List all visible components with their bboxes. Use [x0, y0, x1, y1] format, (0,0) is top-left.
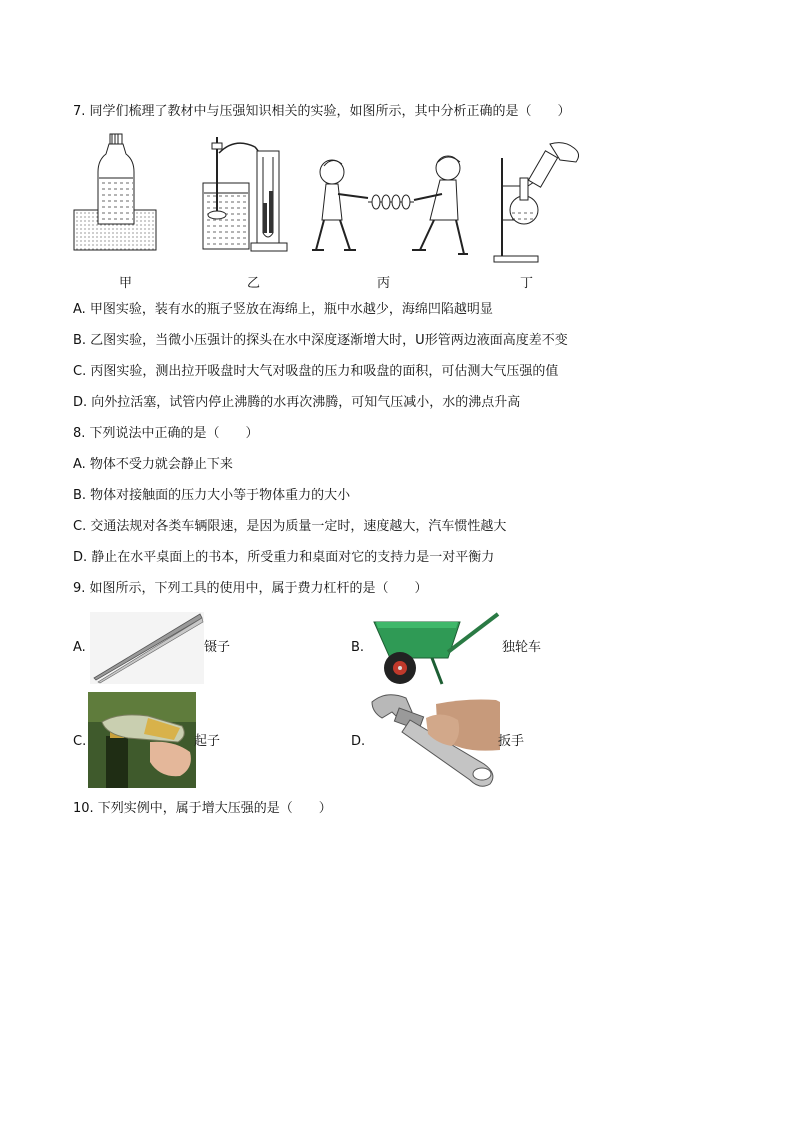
- pressure-gauge-figure: [195, 133, 295, 255]
- figure-caption-bing: 丙: [377, 276, 391, 291]
- question-8-stem: 8. 下列说法中正确的是（ ）: [73, 426, 259, 441]
- question-10-stem: 10. 下列实例中，属于增大压强的是（ ）: [73, 801, 332, 816]
- boiling-water-syringe-figure: [488, 138, 588, 264]
- question-9-stem: 9. 如图所示，下列工具的使用中，属于费力杠杆的是（ ）: [73, 581, 428, 596]
- figure-caption-yi: 乙: [247, 276, 261, 291]
- figure-caption-ding: 丁: [520, 276, 534, 291]
- wrench-image: [366, 690, 500, 790]
- tool-name-bottle-opener: 起子: [194, 734, 221, 749]
- question-7-option-d: D. 向外拉活塞，试管内停止沸腾的水再次沸腾，可知气压减小，水的沸点升高: [73, 395, 521, 410]
- question-9-letter-a: A.: [73, 640, 86, 655]
- tool-name-tweezers: 镊子: [204, 640, 231, 655]
- question-8-option-a: A. 物体不受力就会静止下来: [73, 457, 233, 472]
- question-8-option-c: C. 交通法规对各类车辆限速，是因为质量一定时，速度越大，汽车惯性越大: [73, 519, 507, 534]
- question-7-option-a: A. 甲图实验，装有水的瓶子竖放在海绵上，瓶中水越少，海绵凹陷越明显: [73, 302, 493, 317]
- question-9-letter-c: C.: [73, 734, 87, 749]
- bottle-on-sponge-figure: [72, 132, 158, 252]
- wheelbarrow-image: [368, 608, 502, 690]
- bottle-opener-image: [88, 692, 196, 788]
- suction-cup-pull-figure: [310, 150, 470, 266]
- tool-name-wheelbarrow: 独轮车: [502, 640, 542, 655]
- question-8-option-b: B. 物体对接触面的压力大小等于物体重力的大小: [73, 488, 351, 503]
- figure-caption-jia: 甲: [119, 276, 133, 291]
- question-9-letter-b: B.: [351, 640, 365, 655]
- question-8-option-d: D. 静止在水平桌面上的书本，所受重力和桌面对它的支持力是一对平衡力: [73, 550, 495, 565]
- tweezers-image: [90, 612, 204, 684]
- question-7-option-c: C. 丙图实验，测出拉开吸盘时大气对吸盘的压力和吸盘的面积，可估测大气压强的值: [73, 364, 559, 379]
- question-7-option-b: B. 乙图实验，当微小压强计的探头在水中深度逐渐增大时，U形管两边液面高度差不变: [73, 333, 568, 348]
- tool-name-wrench: 扳手: [498, 734, 525, 749]
- question-9-letter-d: D.: [351, 734, 366, 749]
- question-7-stem: 7. 同学们梳理了教材中与压强知识相关的实验，如图所示，其中分析正确的是（ ）: [73, 104, 571, 119]
